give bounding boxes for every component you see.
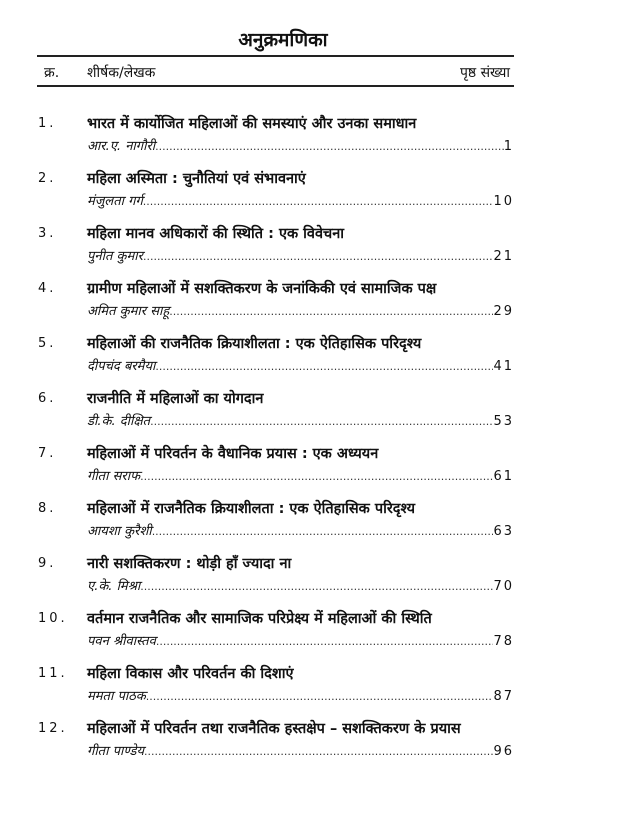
- entry-title[interactable]: महिलाओं में परिवर्तन के वैधानिक प्रयास : एक अध्ययन: [87, 446, 379, 462]
- entry-author: गीता पाण्डेय: [87, 744, 145, 759]
- entry-title[interactable]: भारत में कार्योजित महिलाओं की समस्याएं और उनका समाधान: [87, 116, 417, 132]
- entry-author-line: [87, 138, 514, 156]
- entry-title[interactable]: महिला मानव अधिकारों की स्थिति : एक विवेचना: [87, 226, 345, 242]
- entry-author: आयशा कुरैशी: [87, 524, 152, 539]
- entry-number: 4.: [38, 281, 57, 296]
- entry-number: 11.: [38, 666, 68, 681]
- entry-title[interactable]: राजनीति में महिलाओं का योगदान: [87, 391, 264, 407]
- entry-page-number: 96: [493, 744, 514, 759]
- entry-number: 5.: [38, 336, 57, 351]
- entry-author-line: [87, 358, 514, 376]
- entry-page-number: 87: [493, 689, 514, 704]
- entry-title[interactable]: महिला अस्मिता : चुनौतियां एवं संभावनाएं: [87, 171, 306, 187]
- toc-entry[interactable]: [38, 169, 514, 219]
- entry-author: दीपचंद बरमैया: [87, 359, 156, 374]
- entry-title[interactable]: ग्रामीण महिलाओं में सशक्तिकरण के जनांकिकी एवं सामाजिक पक्ष: [87, 281, 437, 297]
- entry-title[interactable]: नारी सशक्तिकरण : थोड़ी हाँ ज्यादा ना: [87, 556, 292, 572]
- toc-entry[interactable]: [38, 334, 514, 384]
- entry-author-line: [87, 413, 514, 431]
- entry-page-number: 29: [493, 304, 514, 319]
- dot-leader: [169, 303, 493, 321]
- entry-page-number: 61: [493, 469, 514, 484]
- entry-number: 9.: [38, 556, 57, 571]
- entry-author: ए.के. मिश्रा: [87, 579, 141, 594]
- entry-author-line: [87, 523, 514, 541]
- entry-title[interactable]: महिलाओं में राजनैतिक क्रियाशीलता : एक ऐतिहासिक परिदृश्य: [87, 501, 416, 517]
- dot-leader: [140, 578, 493, 596]
- entry-number: 7.: [38, 446, 57, 461]
- entry-author: आर.ए. नागौरी: [87, 139, 156, 154]
- entry-page-number: 10: [493, 194, 514, 209]
- dot-leader: [156, 633, 494, 651]
- entry-page-number: 63: [493, 524, 514, 539]
- entry-author-line: [87, 688, 514, 706]
- toc-entry[interactable]: [38, 114, 514, 164]
- entry-author-line: [87, 193, 514, 211]
- dot-leader: [152, 523, 494, 541]
- dot-leader: [146, 688, 494, 706]
- dot-leader: [155, 358, 493, 376]
- entry-page-number: 53: [493, 414, 514, 429]
- top-divider: [37, 55, 514, 57]
- entry-author: ममता पाठक: [87, 689, 146, 704]
- toc-entry[interactable]: [38, 719, 514, 769]
- dot-leader: [140, 468, 493, 486]
- entry-author: मंजुलता गर्ग: [87, 194, 143, 209]
- dot-leader: [150, 413, 493, 431]
- entry-page-number: 21: [493, 249, 514, 264]
- toc-entry[interactable]: [38, 389, 514, 439]
- entry-author-line: [87, 578, 514, 596]
- toc-entry[interactable]: [38, 444, 514, 494]
- header-divider: [37, 85, 514, 87]
- entry-title[interactable]: वर्तमान राजनैतिक और सामाजिक परिप्रेक्ष्य में महिलाओं की स्थिति: [87, 611, 432, 627]
- entry-number: 1.: [38, 116, 57, 131]
- entry-title[interactable]: महिला विकास और परिवर्तन की दिशाएं: [87, 666, 294, 682]
- entry-number: 2.: [38, 171, 57, 186]
- entry-page-number: 41: [493, 359, 514, 374]
- entry-number: 3.: [38, 226, 57, 241]
- entry-author-line: [87, 248, 514, 266]
- entry-author: गीता सराफ: [87, 469, 141, 484]
- toc-entry[interactable]: [38, 609, 514, 659]
- toc-entry[interactable]: [38, 224, 514, 274]
- header-title-author: शीर्षक/लेखक: [87, 65, 156, 81]
- dot-leader: [155, 138, 504, 156]
- entry-page-number: 70: [493, 579, 514, 594]
- dot-leader: [143, 248, 494, 266]
- column-header: [44, 63, 510, 82]
- dot-leader: [143, 193, 494, 211]
- entry-author: पुनीत कुमार: [87, 249, 143, 264]
- entry-number: 10.: [38, 611, 68, 626]
- entry-number: 8.: [38, 501, 57, 516]
- entry-number: 6.: [38, 391, 57, 406]
- page-title: अनुक्रमणिका: [238, 29, 328, 51]
- entry-author: डी.के. दीक्षित: [87, 414, 151, 429]
- entry-title[interactable]: महिलाओं में परिवर्तन तथा राजनैतिक हस्तक्षेप – सशक्तिकरण के प्रयास: [87, 721, 461, 737]
- entry-number: 12.: [38, 721, 68, 736]
- toc-entry[interactable]: [38, 499, 514, 549]
- entry-page-number: 1: [503, 139, 514, 154]
- toc-entry[interactable]: [38, 664, 514, 714]
- entry-author: पवन श्रीवास्तव: [87, 634, 156, 649]
- toc-entry[interactable]: [38, 279, 514, 329]
- entry-page-number: 78: [493, 634, 514, 649]
- header-page: पृष्ठ संख्या: [459, 65, 510, 81]
- entry-author-line: [87, 303, 514, 321]
- header-number: क्र.: [44, 65, 60, 81]
- entry-title[interactable]: महिलाओं की राजनैतिक क्रियाशीलता : एक ऐतिहासिक परिदृश्य: [87, 336, 422, 352]
- toc-entry[interactable]: [38, 554, 514, 604]
- entry-author: अमित कुमार साहू: [87, 304, 170, 319]
- entry-author-line: [87, 633, 514, 651]
- entry-author-line: [87, 743, 514, 761]
- entry-author-line: [87, 468, 514, 486]
- dot-leader: [144, 743, 493, 761]
